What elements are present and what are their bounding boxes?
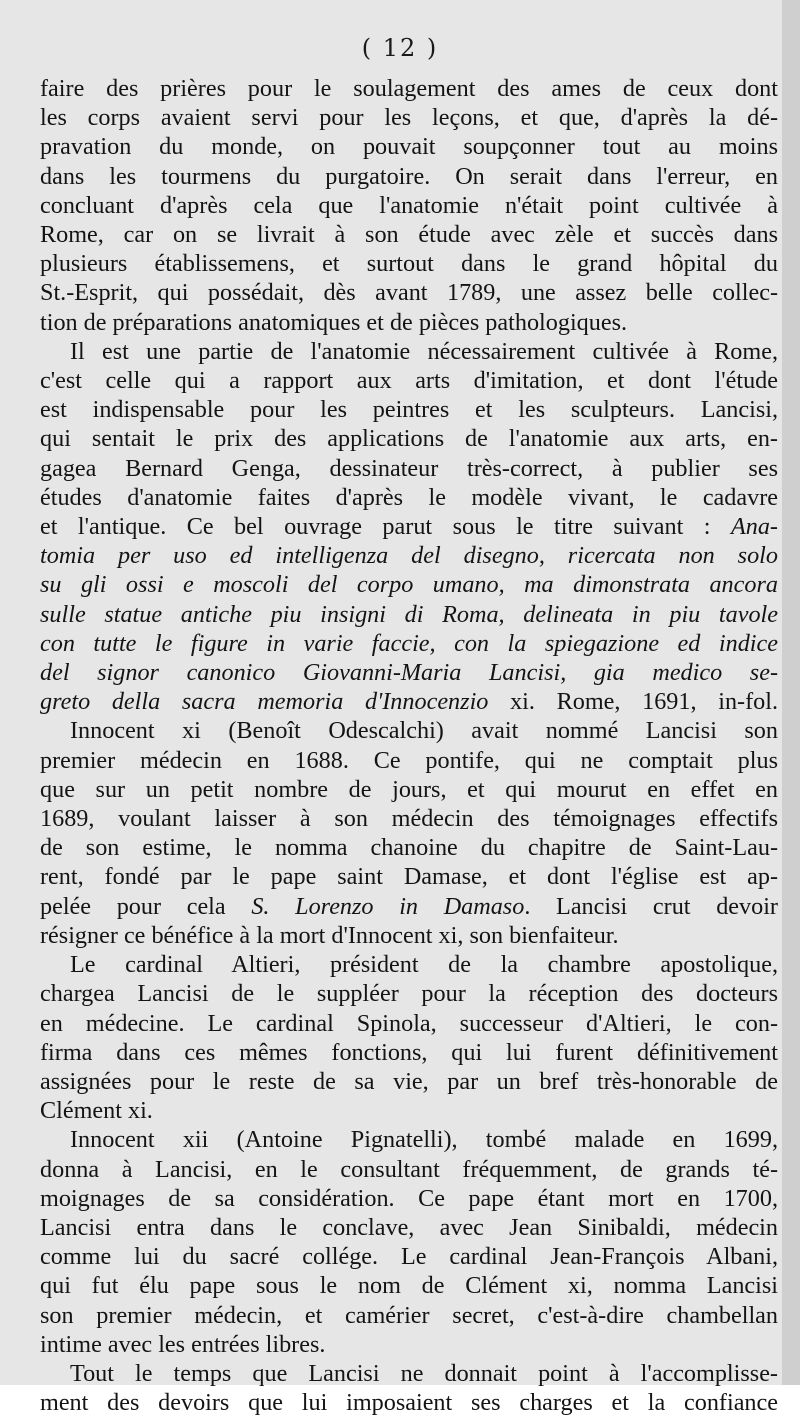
text-line: qui sentait le prix des applications de l'anatomie aux arts, en- [40,425,778,453]
text-line: tion de préparations anatomiques et de pièces pathologiques. [40,308,628,336]
text-line: intime avec les entrées libres. [40,1330,326,1358]
text-line: gagea Bernard Genga, dessinateur très-correct, à publier ses [40,454,778,482]
text-line: chargea Lancisi de le suppléer pour la réception des docteurs [40,980,778,1008]
text-line: dans les tourmens du purgatoire. On serait dans l'erreur, en [40,162,778,190]
text-line: firma dans ces mêmes fonctions, qui lui furent définitivement [40,1038,778,1066]
text-line: plusieurs établissemens, et surtout dans le grand hôpital du [40,250,778,278]
roman-text: pelée pour cela [40,892,252,920]
text-line: les corps avaient servi pour les leçons, et que, d'après la dé- [40,104,778,132]
text-line: ment des devoirs que lui imposaient ses charges et la confiance [40,1389,778,1417]
italic-text: con tutte le figure in varie faccie, con la spiegazione ed indice [40,629,778,657]
italic-text: su gli ossi e moscoli del corpo umano, ma dimonstrata ancora [40,571,778,599]
text-line: c'est celle qui a rapport aux arts d'imitation, et dont l'étude [40,367,778,395]
text-line [40,892,778,921]
text-line: est indispensable pour les peintres et les sculpteurs. Lancisi, [40,396,778,424]
text-line: Le cardinal Altieri, président de la chambre apostolique, [70,951,778,979]
text-line: Rome, car on se livrait à son étude avec zèle et succès dans [40,221,778,249]
text-line: Innocent xi (Benoît Odescalchi) avait nommé Lancisi son [70,717,778,745]
body-text [40,74,778,1417]
italic-text: tomia per uso ed intelligenza del disegno, ricercata non solo [40,542,778,570]
text-line [40,541,778,570]
roman-text: et l'antique. Ce bel ouvrage parut sous le titre suivant : [40,513,731,541]
text-line: Lancisi entra dans le conclave, avec Jean Sinibaldi, médecin [40,1213,778,1241]
text-line: résigner ce bénéfice à la mort d'Innocent xi, son bienfaiteur. [40,921,619,949]
page-number: ( 12 ) [361,34,439,62]
text-line: Clément xi. [40,1097,153,1125]
text-line [40,687,778,716]
italic-text: sulle statue antiche piu insigni di Roma, delineata in piu tavole [40,600,778,628]
text-line: pravation du monde, on pouvait soupçonner tout au moins [40,133,778,161]
text-line: moignages de sa considération. Ce pape étant mort en 1700, [40,1184,778,1212]
text-line: Il est une partie de l'anatomie nécessairement cultivée à Rome, [70,337,778,365]
italic-text: del signor canonico Giovanni-Maria Lancisi, gia medico se- [40,659,778,687]
text-line: études d'anatomie faites d'après le modèle vivant, le cadavre [40,483,778,511]
text-line: St.-Esprit, qui possédait, dès avant 1789, une assez belle collec- [40,279,778,307]
roman-text: xi. Rome, 1691, in-fol. [488,688,779,716]
text-line: Tout le temps que Lancisi ne donnait point à l'accomplisse- [70,1359,778,1387]
text-line: faire des prières pour le soulagement des ames de ceux dont [40,75,778,102]
text-line: concluant d'après cela que l'anatomie n'était point cultivée à [40,191,778,219]
text-line [40,600,778,629]
text-line [40,658,778,687]
text-line: que sur un petit nombre de jours, et qui mourut en effet en [40,775,778,803]
text-line [40,512,778,541]
text-line: rent, fondé par le pape saint Damase, et dont l'église est ap- [40,863,778,891]
text-line: donna à Lancisi, en le consultant fréquemment, de grands té- [40,1155,778,1183]
text-line: premier médecin en 1688. Ce pontife, qui ne comptait plus [40,746,778,774]
italic-text: S. Lorenzo in Damaso [251,892,525,920]
page-gutter-shadow [782,0,800,1385]
roman-text: . Lancisi crut devoir [524,892,778,920]
italic-text: Ana- [730,513,778,541]
text-line: Innocent xii (Antoine Pignatelli), tombé malade en 1699, [70,1126,778,1154]
text-line: assignées pour le reste de sa vie, par un bref très-honorable de [40,1067,778,1095]
text-line [40,629,778,658]
text-line [40,570,778,599]
text-line: 1689, voulant laisser à son médecin des témoignages effectifs [40,805,778,833]
text-line: qui fut élu pape sous le nom de Clément xi, nomma Lancisi [40,1272,778,1300]
text-line: comme lui du sacré collége. Le cardinal Jean-François Albani, [40,1243,778,1271]
text-line: en médecine. Le cardinal Spinola, successeur d'Altieri, le con- [40,1009,778,1037]
italic-text: greto della sacra memoria d'Innocenzio [40,688,489,716]
text-line: de son estime, le nomma chanoine du chapitre de Saint-Lau- [40,834,778,862]
text-line: son premier médecin, et camérier secret, c'est-à-dire chambellan [40,1301,778,1329]
